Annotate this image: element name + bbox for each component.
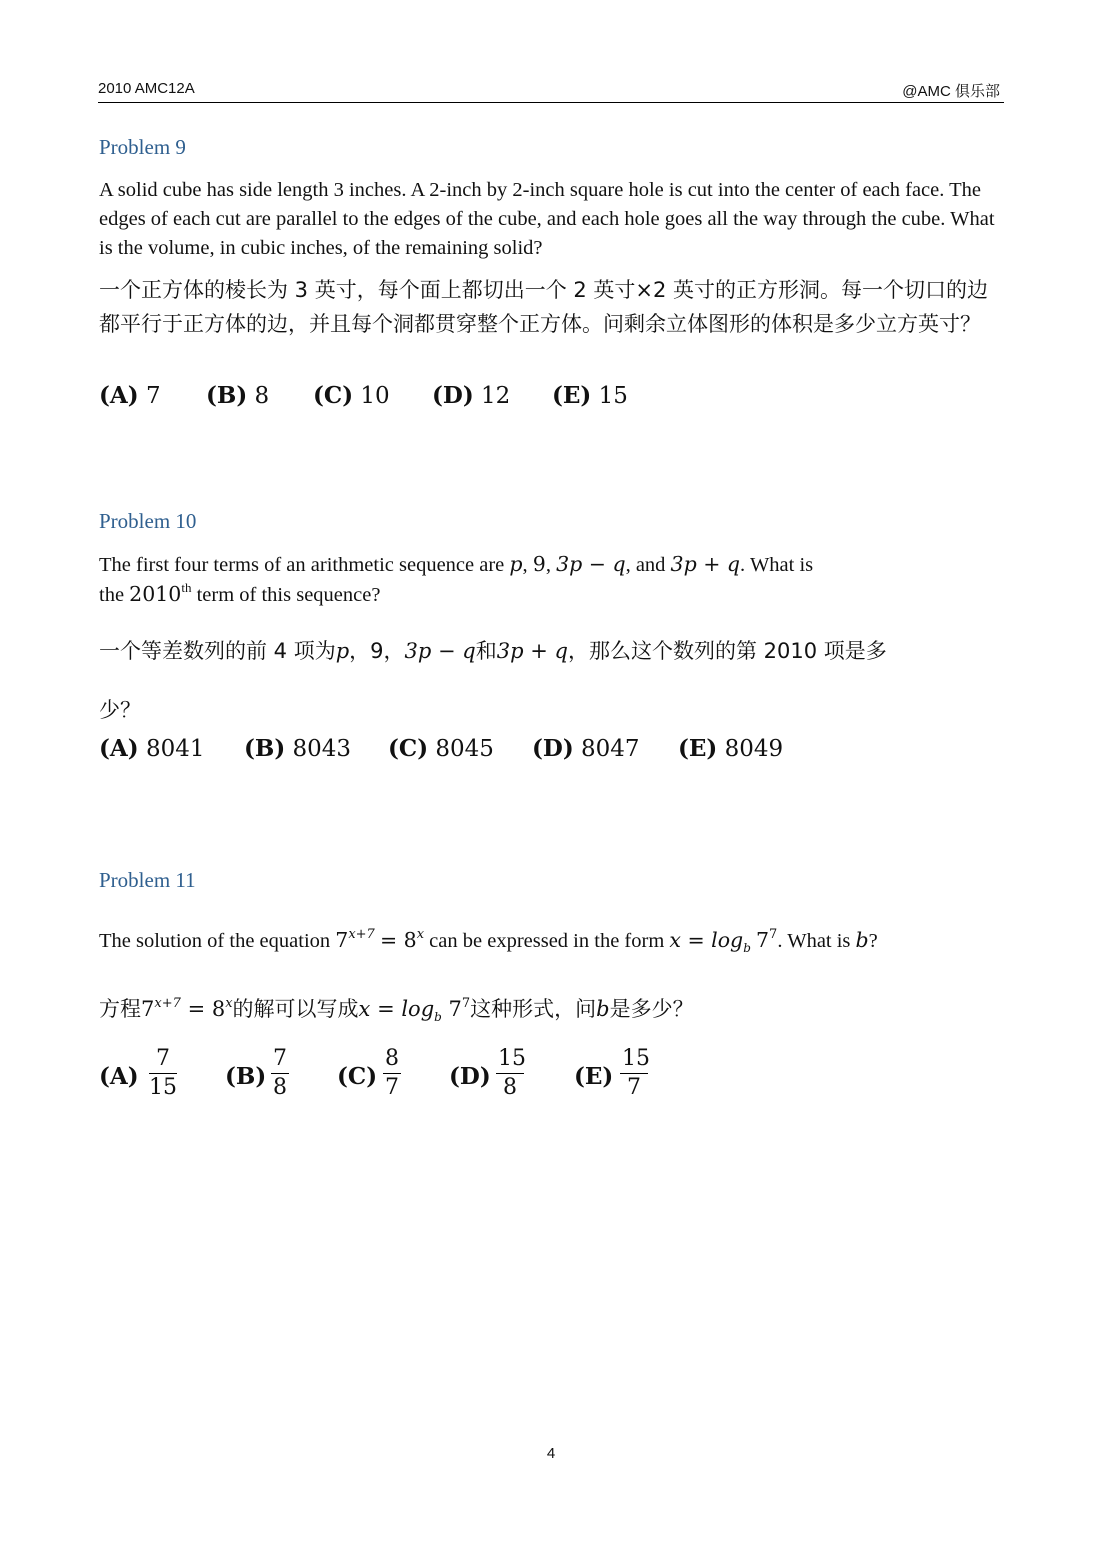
choice-a: (A) 7: [99, 382, 161, 409]
problem-11-chinese: 方程$7^{x+7} = 8^x$的解可以写成$x = \log_b 7^7$这种形式，问b是多少？: [99, 996, 694, 1024]
header-club-name: @AMC 俱乐部: [902, 83, 1000, 100]
problem-11-english: The solution of the equation $7^{x+7} = 8^x$ can be expressed in the form $x = \log_b 7^7$. What is b?: [99, 927, 878, 955]
choice-b: (B) 8: [206, 382, 270, 409]
fraction: 15 8: [498, 1046, 526, 1100]
choice-b: (B) 8043: [244, 735, 352, 762]
header-exam-name: 2010 AMC12A: [98, 80, 195, 97]
problem-10-chinese-line-2: 少？: [99, 698, 141, 722]
choice-e: (E) 15: [552, 382, 628, 409]
problem-11-title: Problem 11: [99, 868, 196, 892]
fraction: 7 8: [273, 1046, 287, 1100]
page-number: 4: [546, 1445, 556, 1462]
choice-d: (D) 8047: [532, 735, 640, 762]
problem-9-title: Problem 9: [99, 135, 186, 159]
fraction: 7 15: [149, 1046, 177, 1100]
problem-10-title: Problem 10: [99, 509, 197, 533]
choice-a: (A) 8041: [99, 735, 205, 762]
problem-11-choices: (A) 7 15 (B) 7 8 (C) 8 7 (D) 15 8 (E) 15 7: [99, 1046, 650, 1100]
choice-c: (C) 10: [313, 382, 390, 409]
problem-10-english: The first four terms of an arithmetic sequence are p, 9, 3p − q, and 3p + q. What is the 2010th term of this sequence?: [99, 552, 814, 606]
problem-9-chinese: 一个正方体的棱长为 3 英寸，每个面上都切出一个 2 英寸×2 英寸的正方形洞。每一个切口的边都平行于正方体的边，并且每个洞都贯穿整个正方体。问剩余立体图形的体积是多少立方英寸？: [99, 278, 989, 336]
choice-d: (D) 12: [432, 382, 511, 409]
choice-c: (C) 8045: [388, 735, 494, 762]
problem-9-english: A solid cube has side length 3 inches. A 2-inch by 2-inch square hole is cut into the center of each face. The edges of each cut are parallel to the edges of the cube, and each hole goes all the way through the cube. What is the volume, in cubic inches, of the remaining solid?: [99, 179, 995, 259]
page-header: [98, 80, 1004, 103]
fraction: 8 7: [385, 1046, 399, 1100]
problem-10-chinese-line-1: 一个等差数列的前 4 项为p，9，3p − q和3p + q，那么这个数列的第 2010 项是多: [99, 639, 887, 663]
choice-e: (E) 8049: [678, 735, 784, 762]
fraction: 15 7: [622, 1046, 650, 1100]
